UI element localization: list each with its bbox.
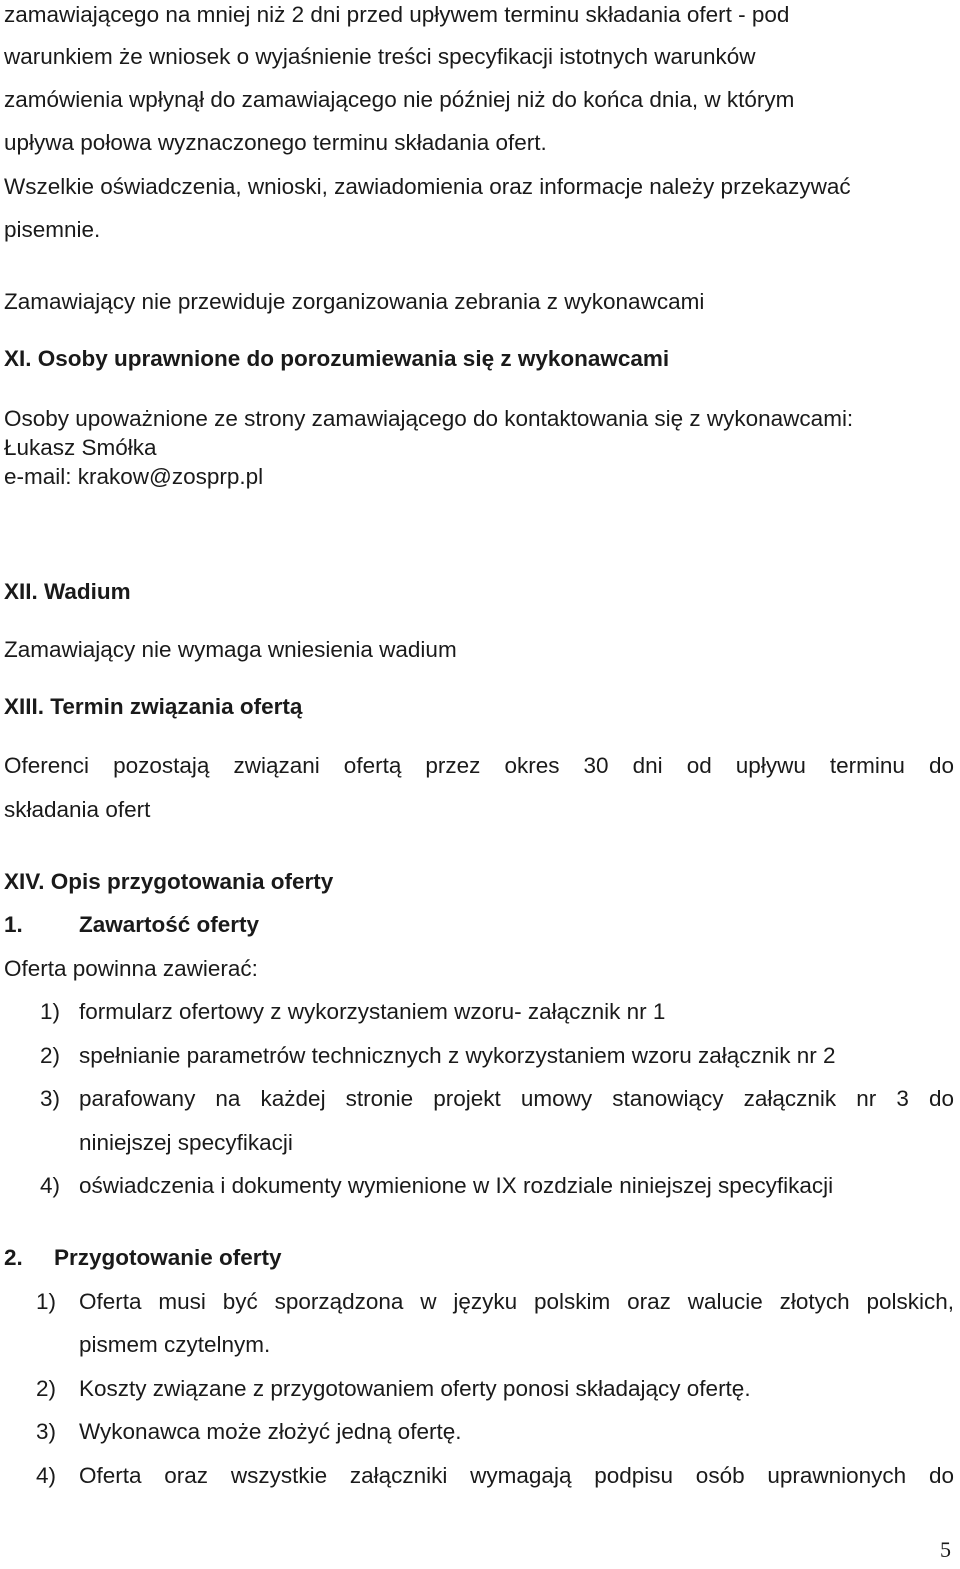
list-item: formularz ofertowy z wykorzystaniem wzoru- załącznik nr 1 (79, 999, 666, 1024)
wadium-text: Zamawiający nie wymaga wniesienia wadium (4, 637, 457, 662)
list-item-continuation: niniejszej specyfikacji (79, 1130, 293, 1155)
list-number: 2) (40, 1043, 61, 1068)
list-item: parafowany na każdej stronie projekt umowy stanowiący załącznik nr 3 do (79, 1086, 954, 1111)
contact-name: Łukasz Smółka (4, 435, 157, 460)
list-number: 3) (36, 1419, 57, 1444)
list-number: 4) (36, 1463, 57, 1488)
contact-email[interactable]: e-mail: krakow@zosprp.pl (4, 464, 264, 489)
section-xiv-heading: XIV. Opis przygotowania oferty (4, 869, 334, 894)
list-item: Oferta oraz wszystkie załączniki wymagają podpisu osób uprawnionych do (79, 1463, 954, 1488)
section-xii-heading: XII. Wadium (4, 579, 131, 604)
offer-contents-intro: Oferta powinna zawierać: (4, 956, 258, 981)
intro-line: Wszelkie oświadczenia, wnioski, zawiadomienia oraz informacje należy przekazywać (4, 174, 851, 199)
intro-line: warunkiem że wniosek o wyjaśnienie treści specyfikacji istotnych warunków (4, 44, 756, 69)
intro-line: pisemnie. (4, 217, 101, 242)
list-number: 2) (36, 1376, 57, 1401)
list-item-continuation: pismem czytelnym. (79, 1332, 271, 1357)
intro-line: zamawiającego na mniej niż 2 dni przed upływem terminu składania ofert - pod (4, 2, 790, 27)
section-xiii-heading: XIII. Termin związania ofertą (4, 694, 303, 719)
intro-line: upływa połowa wyznaczonego terminu składania ofert. (4, 130, 547, 155)
page-number: 5 (940, 1537, 951, 1562)
list-item: Oferta musi być sporządzona w języku polskim oraz walucie złotych polskich, (79, 1289, 954, 1314)
subsection-title: Zawartość oferty (79, 912, 260, 937)
subsection-number: 2. (4, 1245, 23, 1270)
list-number: 4) (40, 1173, 61, 1198)
binding-period-line: Oferenci pozostają związani ofertą przez okres 30 dni od upływu terminu do (4, 753, 954, 778)
list-item: Koszty związane z przygotowaniem oferty ponosi składający ofertę. (79, 1376, 751, 1401)
meeting-note: Zamawiający nie przewiduje zorganizowania zebrania z wykonawcami (4, 289, 705, 314)
intro-line: zamówienia wpłynął do zamawiającego nie później niż do końca dnia, w którym (4, 87, 795, 112)
list-number: 1) (40, 999, 61, 1024)
list-item: spełnianie parametrów technicznych z wykorzystaniem wzoru załącznik nr 2 (79, 1043, 836, 1068)
list-item: Wykonawca może złożyć jedną ofertę. (79, 1419, 462, 1444)
section-xi-heading: XI. Osoby uprawnione do porozumiewania się z wykonawcami (4, 346, 670, 371)
list-number: 1) (36, 1289, 57, 1314)
subsection-title: Przygotowanie oferty (54, 1245, 282, 1270)
binding-period-line: składania ofert (4, 797, 151, 822)
contact-intro: Osoby upoważnione ze strony zamawiającego do kontaktowania się z wykonawcami: (4, 406, 854, 431)
subsection-number: 1. (4, 912, 23, 937)
list-number: 3) (40, 1086, 61, 1111)
list-item: oświadczenia i dokumenty wymienione w IX rozdziale niniejszej specyfikacji (79, 1173, 834, 1198)
